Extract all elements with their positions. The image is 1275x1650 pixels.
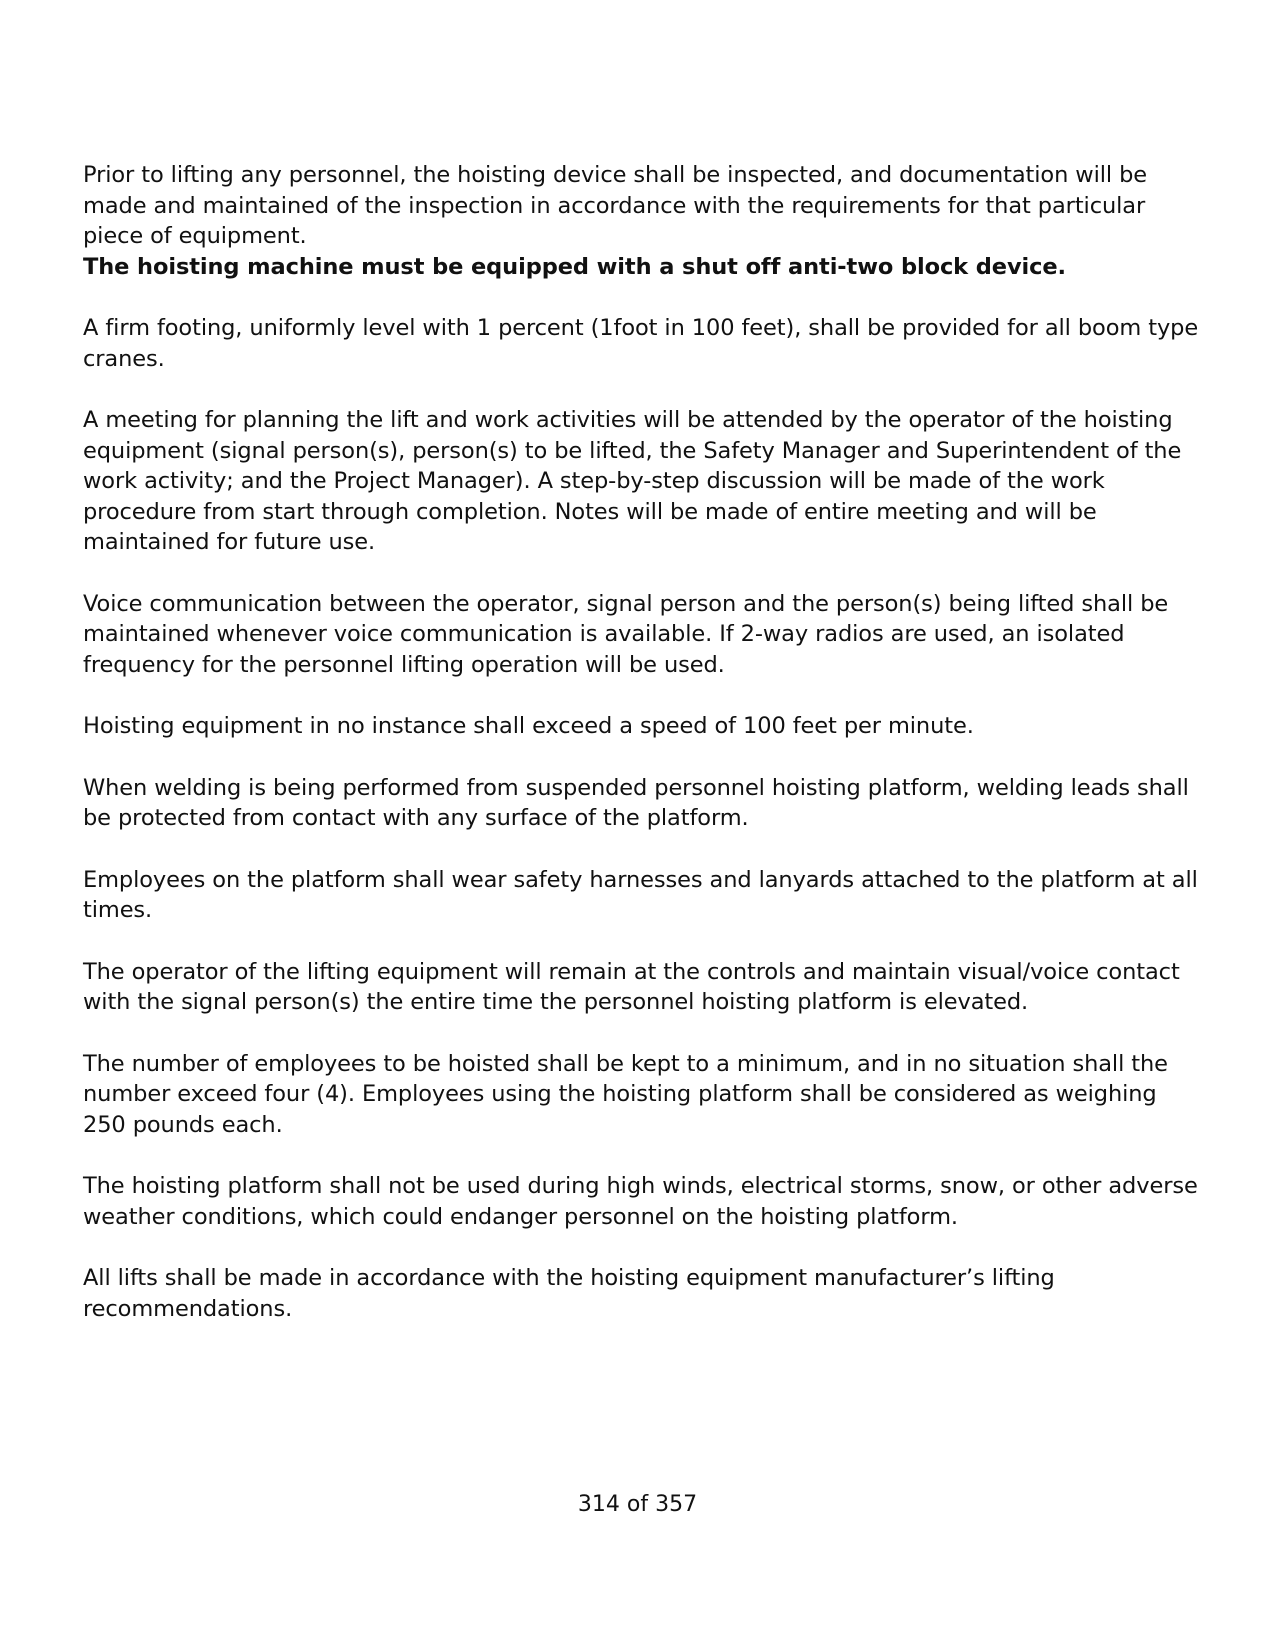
paragraph-firm-footing: A firm footing, uniformly level with 1 percent (1foot in 100 feet), shall be provided for all boom type cranes. (83, 315, 1199, 372)
paragraph-hoisting-speed: Hoisting equipment in no instance shall exceed a speed of 100 feet per minute. (83, 713, 974, 739)
paragraph-operator-controls: The operator of the lifting equipment will remain at the controls and maintain visual/voice contact with the signal person(s) the entire time the personnel hoisting platform is elevated. (83, 958, 1180, 1015)
paragraph-anti-two-block: The hoisting machine must be equipped with a shut off anti-two block device. (83, 253, 1066, 280)
paragraph-weather: The hoisting platform shall not be used during high winds, electrical storms, snow, or other adverse weather conditions, which could endanger personnel on the hoisting platform. (83, 1173, 1198, 1230)
paragraph-planning-meeting: A meeting for planning the lift and work activities will be attended by the operator of the hoisting equipment (signal person(s), person(s) to be lifted, the Safety Manager and Superintendent of the work activity; and the Project Manager). A step-by-step discussion will be made of the work procedure from start through completion. Notes will be made of entire meeting and will be maintained for future use. (83, 407, 1182, 555)
paragraph-inspection: Prior to lifting any personnel, the hoisting device shall be inspected, and documentation will be made and maintained of the inspection in accordance with the requirements for that particular piece of equipment. (83, 162, 1148, 249)
page-number: 314 of 357 (577, 1492, 698, 1517)
paragraph-voice-communication: Voice communication between the operator, signal person and the person(s) being lifted shall be maintained whenever voice communication is available. If 2-way radios are used, an isolated frequency for the personnel lifting operation will be used. (83, 590, 1169, 678)
paragraph-manufacturer-recommendations: All lifts shall be made in accordance with the hoisting equipment manufacturer’s lifting recommendations. (83, 1265, 1055, 1322)
paragraph-welding: When welding is being performed from suspended personnel hoisting platform, welding leads shall be protected from contact with any surface of the platform. (83, 774, 1189, 831)
page-body (83, 160, 1203, 1355)
paragraph-harnesses: Employees on the platform shall wear safety harnesses and lanyards attached to the platform at all times. (83, 866, 1198, 923)
paragraph-number-of-employees: The number of employees to be hoisted shall be kept to a minimum, and in no situation shall the number exceed four (4). Employees using the hoisting platform shall be considered as weighing 250 pounds each. (83, 1050, 1168, 1138)
